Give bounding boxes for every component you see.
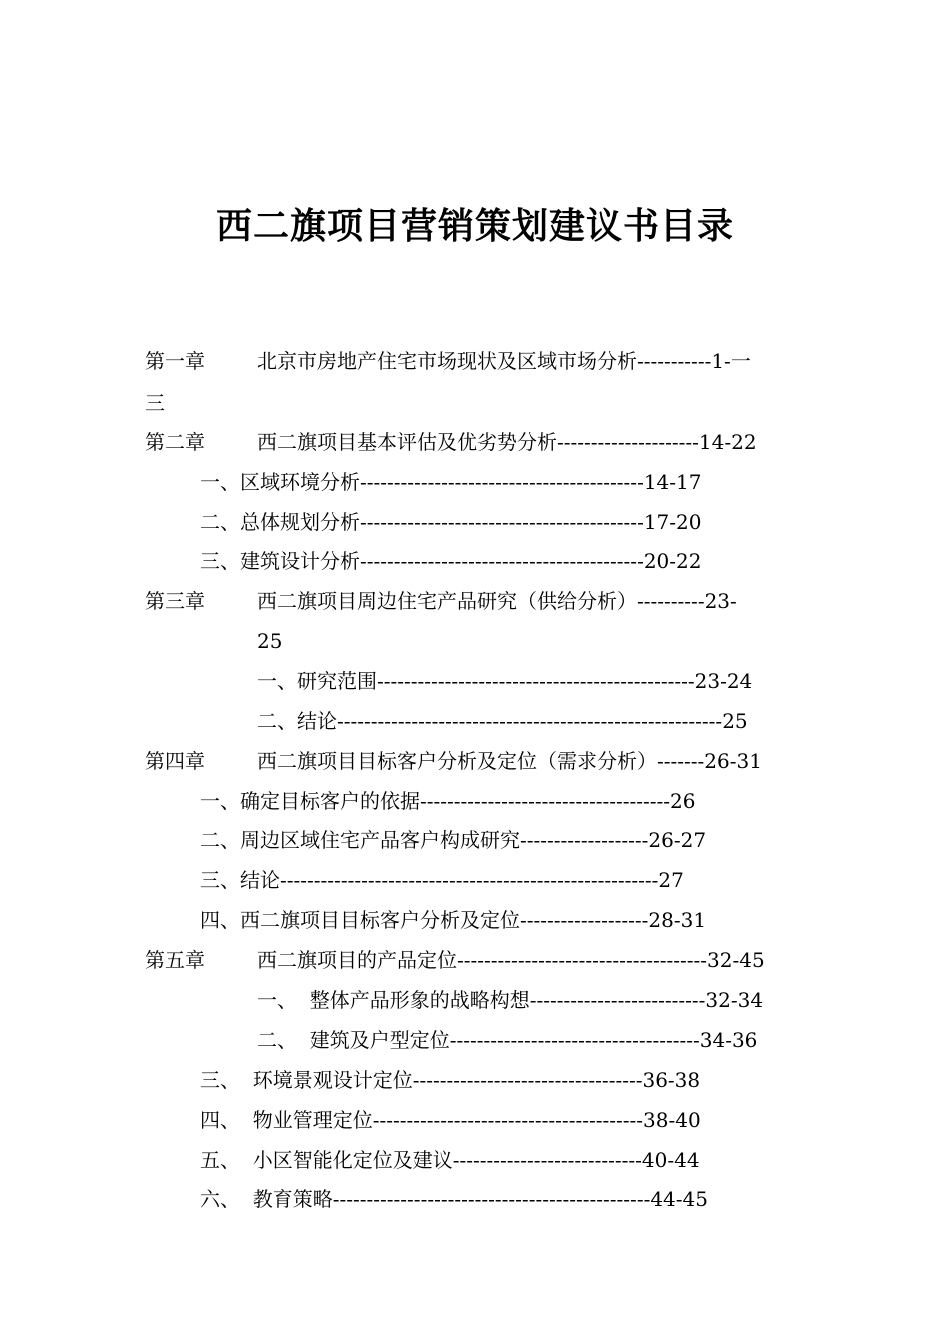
chapter-title: 北京市房地产住宅市场现状及区域市场分析-----------1-一 [257,349,751,373]
toc-section: 二、总体规划分析------------------------------------------17-20 [200,510,702,534]
page-title: 西二旗项目营销策划建议书目录 [215,206,734,247]
toc-section: 一、研究范围-----------------------------------------------23-24 [257,669,753,693]
chapter-title: 西二旗项目的产品定位-------------------------------------32-45 [257,948,765,972]
toc-section: 一、 整体产品形象的战略构想--------------------------32-34 [257,988,764,1012]
chapter-title-continuation: 三 [145,391,165,415]
chapter-label: 第三章 [145,589,205,613]
toc-section: 三、 环境景观设计定位----------------------------------36-38 [200,1068,701,1092]
toc-section: 五、 小区智能化定位及建议----------------------------40-44 [200,1148,700,1172]
toc-section: 一、区域环境分析------------------------------------------14-17 [200,470,702,494]
toc-section: 二、 建筑及户型定位-------------------------------------34-36 [257,1028,758,1052]
chapter-label: 第四章 [145,749,205,773]
toc-section: 三、建筑设计分析------------------------------------------20-22 [200,549,702,573]
chapter-title-continuation: 25 [257,629,283,653]
toc-section: 四、西二旗项目目标客户分析及定位-------------------28-31 [200,908,707,932]
toc-section: 六、 教育策略-----------------------------------------------44-45 [200,1187,708,1211]
toc-section: 一、确定目标客户的依据-------------------------------------26 [200,789,696,813]
toc-section: 三、结论--------------------------------------------------------27 [200,868,684,892]
chapter-title: 西二旗项目周边住宅产品研究（供给分析）----------23- [257,589,737,613]
chapter-label: 第一章 [145,349,205,373]
chapter-label: 第二章 [145,430,205,454]
chapter-label: 第五章 [145,948,205,972]
chapter-title: 西二旗项目目标客户分析及定位（需求分析）-------26-31 [257,749,762,773]
toc-section: 二、结论---------------------------------------------------------25 [257,709,748,733]
toc-section: 四、 物业管理定位----------------------------------------38-40 [200,1108,701,1132]
chapter-title: 西二旗项目基本评估及优劣势分析---------------------14-22 [257,430,757,454]
toc-section: 二、周边区域住宅产品客户构成研究-------------------26-27 [200,828,707,852]
